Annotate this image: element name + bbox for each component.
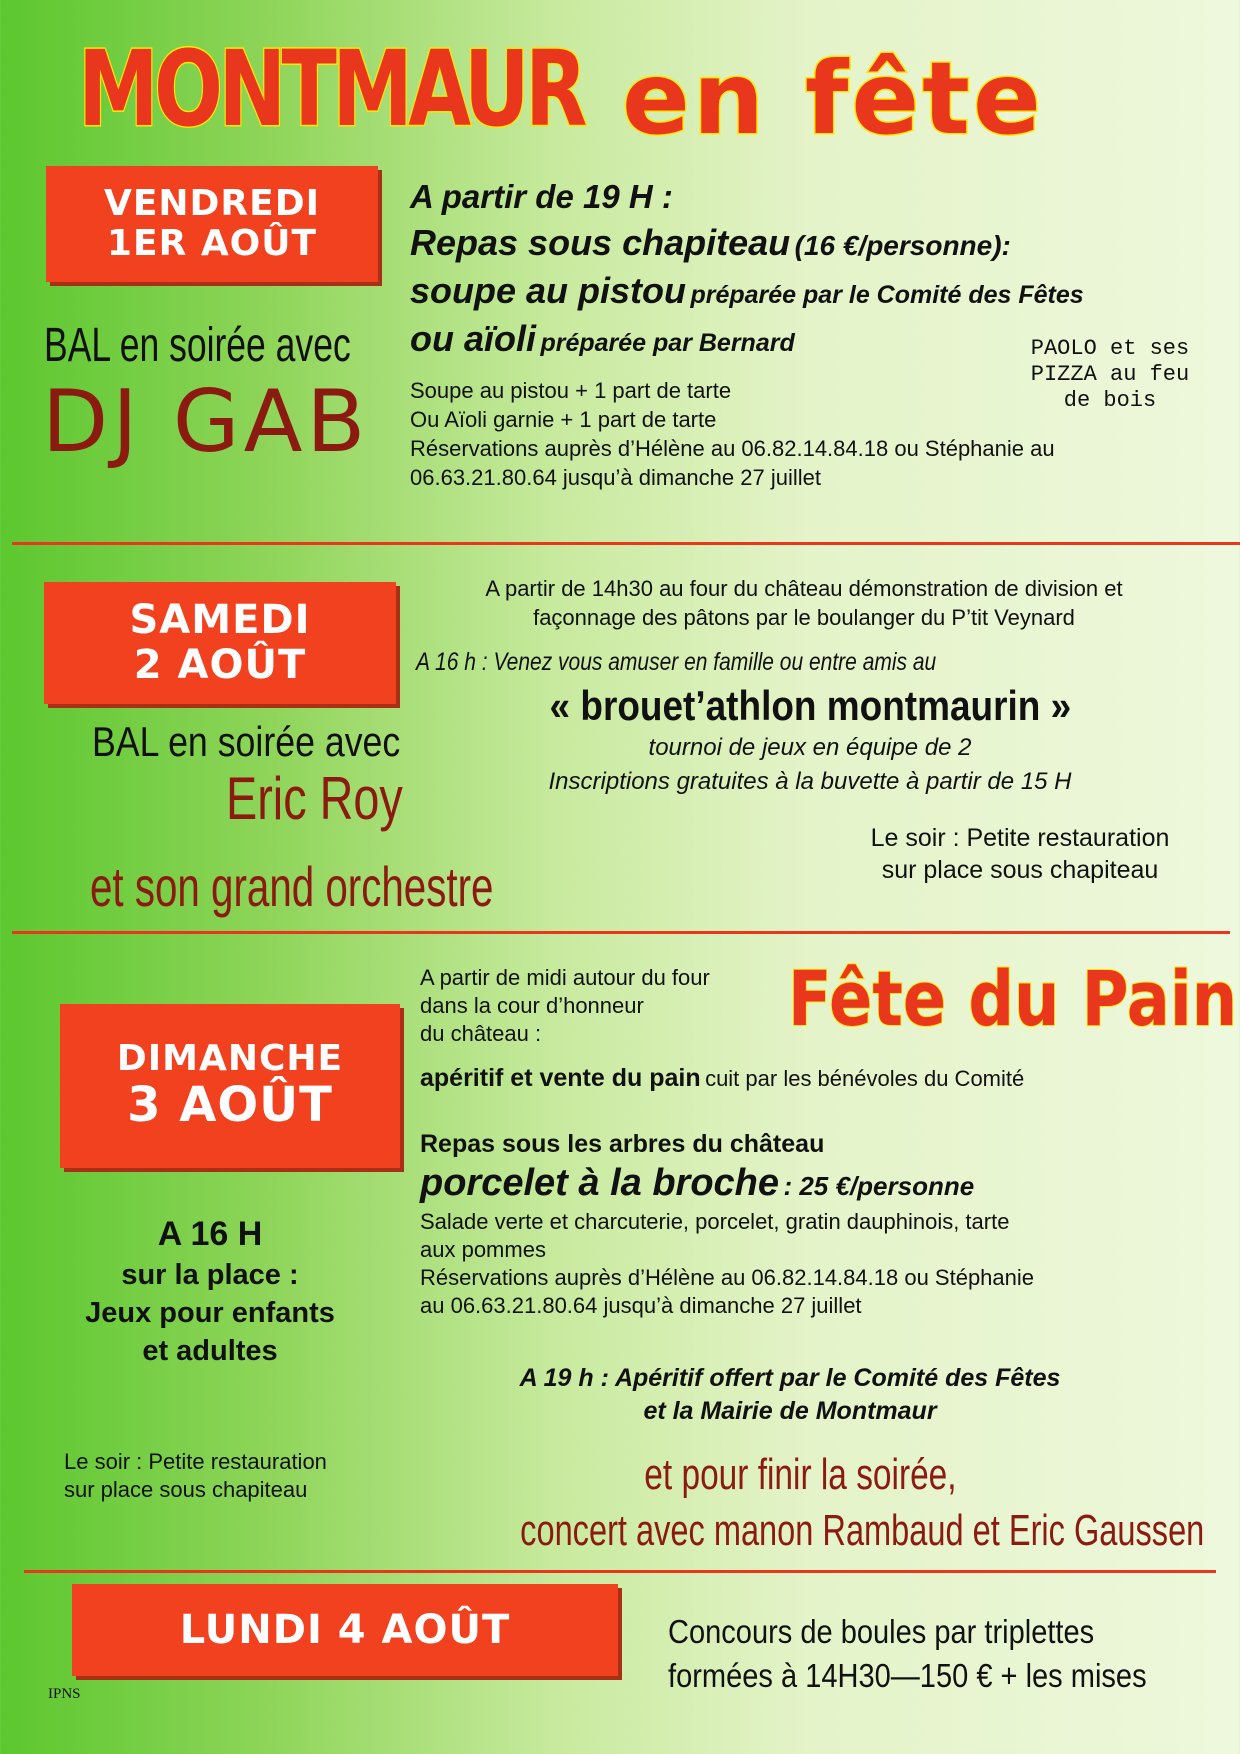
sunday-menu1: Salade verte et charcuterie, porcelet, gratin dauphinois, tarte: [420, 1209, 1010, 1234]
monday-label: LUNDI 4 AOÛT: [179, 1606, 511, 1653]
sunday-games3: Jeux pour enfants: [85, 1297, 335, 1329]
sunday-games2: sur la place :: [121, 1259, 299, 1291]
friday-date: 1ER AOÛT: [106, 223, 318, 264]
friday-option1: [410, 270, 1084, 312]
divider-1: [12, 542, 1240, 545]
friday-day: VENDREDI: [103, 182, 321, 224]
monday-boules: [668, 1610, 1212, 1698]
friday-time: A partir de 19 H :: [410, 178, 673, 215]
friday-pizza-line1: PAOLO et ses: [1030, 336, 1190, 361]
saturday-artist: Eric Roy: [226, 765, 403, 832]
sunday-finale: [400, 1450, 1205, 1562]
title-montmaur: MONTMAUR: [78, 28, 583, 150]
saturday-demo1: A partir de 14h30 au four du château démonstration de division et: [485, 576, 1123, 601]
sunday-repas-intro: Repas sous les arbres du château: [420, 1130, 825, 1158]
friday-details: [410, 376, 1055, 492]
sunday-details: [420, 1208, 1034, 1320]
saturday-bal-intro: BAL en soirée avec: [92, 718, 401, 765]
saturday-game-detail2: Inscriptions gratuites à la buvette à partir de 15 H: [548, 768, 1072, 795]
friday-resa2: 06.63.21.80.64 jusqu’à dimanche 27 juillet: [410, 465, 821, 490]
sunday-resa2: au 06.63.21.80.64 jusqu’à dimanche 27 juillet: [420, 1293, 862, 1318]
sunday-apero-offert2: et la Mairie de Montmaur: [643, 1397, 937, 1425]
sunday-midday2: dans la cour d’honneur: [420, 993, 644, 1018]
saturday-date: 2 AOÛT: [133, 642, 307, 688]
sunday-resa1: Réservations auprès d’Hélène au 06.82.14.84.18 ou Stéphanie: [420, 1265, 1035, 1290]
saturday-evening1: Le soir : Petite restauration: [870, 824, 1170, 852]
sunday-apero-offert: [440, 1362, 1140, 1428]
saturday-demo: [408, 574, 1200, 632]
sunday-aperitif: [420, 1064, 1024, 1093]
divider-3: [24, 1570, 1216, 1573]
saturday-game-intro: A 16 h : Venez vous amuser en famille ou entre amis au: [416, 648, 937, 676]
sunday-apero-offert1: A 19 h : Apéritif offert par le Comité des Fêtes: [519, 1364, 1061, 1392]
sunday-menu2: aux pommes: [420, 1237, 546, 1262]
friday-pizza-line2: PIZZA au feu: [1030, 362, 1190, 387]
sunday-finale2: concert avec manon Rambaud et Eric Gaussen: [520, 1506, 1205, 1555]
friday-meal-main: Repas sous chapiteau: [410, 222, 791, 263]
monday-boules1: Concours de boules par triplettes: [668, 1613, 1095, 1650]
sunday-games1: A 16 H: [157, 1215, 263, 1253]
saturday-evening2: sur place sous chapiteau: [881, 856, 1159, 884]
sunday-fete-title: Fête du Pain: [788, 954, 1238, 1043]
friday-option2: [410, 318, 795, 360]
monday-date-box: [72, 1584, 618, 1676]
sunday-porcelet: [420, 1162, 974, 1205]
sunday-finale1-wrap: [400, 1450, 1200, 1506]
saturday-game-name: « brouet’athlon montmaurin »: [549, 682, 1071, 729]
friday-date-box: [46, 166, 378, 282]
footer-ipns: IPNS: [48, 1686, 81, 1702]
sunday-evening1: Le soir : Petite restauration: [64, 1449, 327, 1474]
sunday-evening: [64, 1448, 327, 1504]
divider-2: [12, 931, 1230, 934]
sunday-aperitif-detail: cuit par les bénévoles du Comité: [705, 1066, 1025, 1091]
friday-menu1: Soupe au pistou + 1 part de tarte: [410, 378, 732, 403]
sunday-finale2-wrap: [400, 1506, 1205, 1562]
saturday-demo2: façonnage des pâtons par le boulanger du P’tit Veynard: [533, 605, 1075, 630]
sunday-games4: et adultes: [142, 1335, 278, 1367]
saturday-evening: [850, 822, 1190, 886]
sunday-midday: [420, 964, 710, 1048]
sunday-aperitif-main: apéritif et vente du pain: [420, 1064, 701, 1092]
sunday-midday3: du château :: [420, 1021, 542, 1046]
saturday-orchestra: et son grand orchestre: [90, 855, 494, 918]
friday-meal: [410, 222, 1011, 264]
friday-pizza-line3: de bois: [1063, 388, 1157, 413]
friday-option2-main: ou aïoli: [410, 318, 536, 359]
sunday-date: 3 AOÛT: [127, 1077, 333, 1134]
sunday-porcelet-price: : 25 €/personne: [783, 1171, 975, 1201]
sunday-evening2: sur place sous chapiteau: [64, 1477, 308, 1502]
friday-resa1: Réservations auprès d’Hélène au 06.82.14.84.18 ou Stéphanie au: [410, 436, 1055, 461]
sunday-midday1: A partir de midi autour du four: [420, 965, 710, 990]
saturday-day: SAMEDI: [129, 597, 311, 644]
monday-boules2: formées à 14H30—150 € + les mises: [668, 1657, 1147, 1694]
sunday-porcelet-main: porcelet à la broche: [420, 1162, 780, 1204]
sunday-date-box: [60, 1004, 400, 1168]
sunday-games: [50, 1212, 370, 1370]
friday-menu2: Ou Aïoli garnie + 1 part de tarte: [410, 407, 717, 432]
saturday-date-box: [44, 582, 396, 704]
friday-bal-intro: BAL en soirée avec: [44, 319, 351, 372]
friday-meal-price: (16 €/personne):: [794, 230, 1011, 261]
friday-option2-detail: préparée par Bernard: [540, 329, 795, 357]
friday-option1-detail: préparée par le Comité des Fêtes: [690, 281, 1084, 309]
friday-option1-main: soupe au pistou: [410, 270, 687, 311]
title-en-fete: en fête: [622, 40, 1044, 157]
sunday-day: DIMANCHE: [116, 1037, 344, 1079]
friday-dj: DJ GAB: [42, 372, 370, 472]
sunday-finale1: et pour finir la soirée,: [643, 1450, 957, 1499]
saturday-game-detail1: tournoi de jeux en équipe de 2: [648, 734, 972, 761]
saturday-game-block: [470, 682, 1150, 796]
